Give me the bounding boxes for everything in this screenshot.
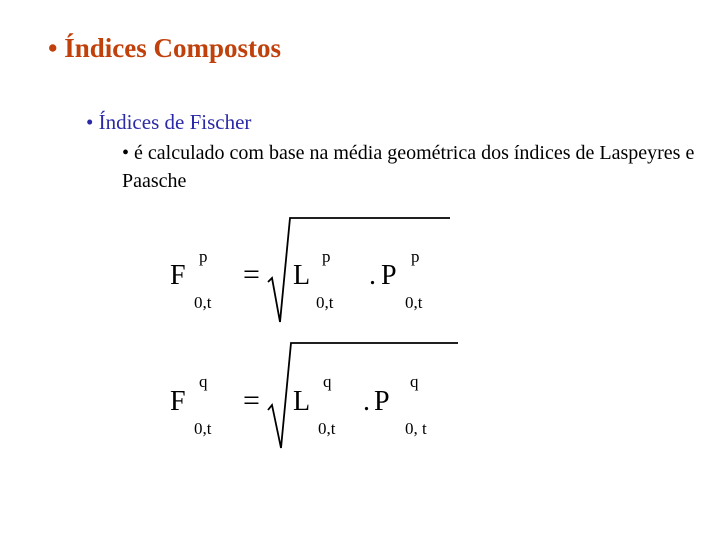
formula-p-lhs-sub: 0,t xyxy=(194,293,212,312)
formula-p-lhs: F xyxy=(170,260,186,291)
formula-p-p: P xyxy=(381,260,397,291)
formula-p-l-sub: 0,t xyxy=(316,293,334,312)
level1-text: Índices de Fischer xyxy=(98,110,252,134)
formula-q-lhs-sup: q xyxy=(199,372,208,391)
formula-price xyxy=(170,218,450,322)
formula-q-p-sub: 0, t xyxy=(405,419,427,438)
formula-p-equals: = xyxy=(243,258,260,291)
level2-text: é calculado com base na média geométrica dos índices de Laspeyres e Paasche xyxy=(122,142,695,192)
formula-p-p-sup: p xyxy=(411,247,420,266)
formula-q-dot: . xyxy=(363,386,370,417)
formula-q-l-sub: 0,t xyxy=(318,419,336,438)
title-bullet: • xyxy=(48,33,58,63)
formula-quantity xyxy=(170,343,458,448)
formula-q-p: P xyxy=(374,386,390,417)
formula-q-lhs-sub: 0,t xyxy=(194,419,212,438)
formula-p-dot: . xyxy=(369,260,376,291)
level1-bullet: • xyxy=(86,110,94,134)
formula-q-l: L xyxy=(293,386,311,417)
formula-q-p-sup: q xyxy=(410,372,419,391)
formula-p-p-sub: 0,t xyxy=(405,293,423,312)
formula-q-l-sup: q xyxy=(323,372,332,391)
level2-bullet: • xyxy=(122,142,130,164)
formula-q-lhs: F xyxy=(170,386,186,417)
title-text: Índices Compostos xyxy=(64,33,281,63)
formula-p-lhs-sup: p xyxy=(199,247,208,266)
formula-p-l-sup: p xyxy=(322,247,331,266)
formula-p-l: L xyxy=(293,260,311,291)
formula-q-equals: = xyxy=(243,384,260,417)
